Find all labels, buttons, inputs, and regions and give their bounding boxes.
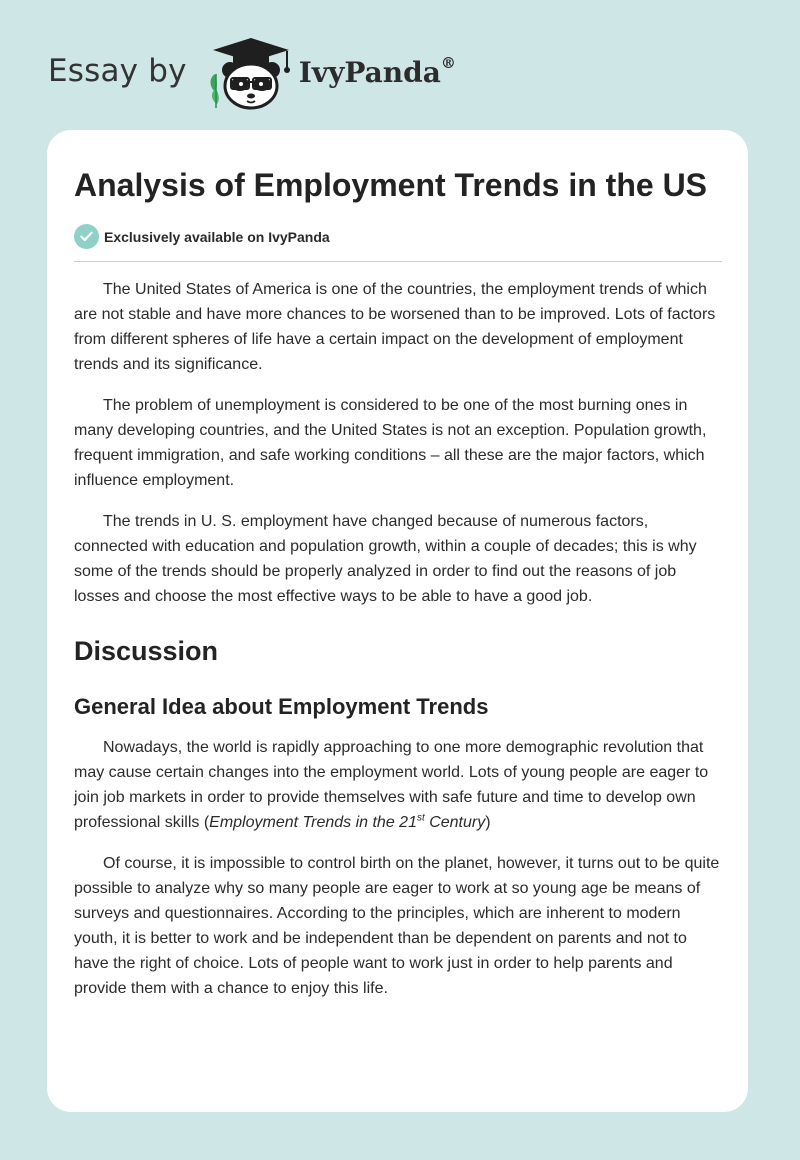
essay-content <box>74 165 724 1001</box>
paragraph-4 <box>74 735 724 835</box>
paragraph-intro-2: The problem of unemployment is considered to be one of the most burning ones in many developing countries, and the United States is not an exception. Population growth, frequent immigration, and safe working conditions – all these are the major factors, which influence employment. <box>74 397 707 489</box>
page-title: Analysis of Employment Trends in the US <box>74 167 708 203</box>
brand-logo-text[interactable] <box>298 53 456 89</box>
essay-card <box>47 130 748 1112</box>
exclusive-label: Exclusively available on IvyPanda <box>104 228 330 245</box>
paragraph-5: Of course, it is impossible to control birth on the planet, however, it turns out to be quite possible to analyze why so many people are eager to work at so young age be means of surveys and questionnaires. According to the principles, which are inherent to modern youth, it is better to work and be independent than be dependent on parents and not to have the right of choice. Lots of people want to work just in order to help parents and provide them with a chance to enjoy this life. <box>74 855 720 997</box>
subsection-heading: General Idea about Employment Trends <box>74 694 489 719</box>
citation-superscript: st <box>416 812 425 824</box>
registered-mark: ® <box>440 53 456 72</box>
exclusive-badge <box>74 224 722 262</box>
paragraph-intro-3: The trends in U. S. employment have changed because of numerous factors, connected with education and population growth, within a couple of decades; this is why some of the trends should be properly analyzed in order to find out the reasons of job losses and choose the most effective ways to be able to have a good job. <box>74 513 697 605</box>
site-header <box>48 34 456 114</box>
citation-text-end: Century <box>424 814 486 831</box>
citation-close: ) <box>485 814 491 831</box>
panda-graduate-icon[interactable] <box>203 34 293 114</box>
check-icon <box>74 224 99 249</box>
paragraph-intro-1: The United States of America is one of the countries, the employment trends of which are not stable and have more chances to be worsened than to be improved. Lots of factors from different spheres of life have a certain impact on the development of employment trends and its significance. <box>74 281 716 373</box>
paragraph-4-text: Nowadays, the world is rapidly approaching to one more demographic revolution that may cause certain changes into the employment world. Lots of young people are eager to join job markets in order to provide themselves with safe future and time to develop own professional skills ( <box>74 739 709 831</box>
brand-name: IvyPanda <box>298 55 441 89</box>
citation <box>209 814 485 831</box>
section-heading-discussion: Discussion <box>74 636 219 666</box>
essay-by-label: Essay by <box>48 53 187 89</box>
citation-text: Employment Trends in the 21 <box>209 814 417 831</box>
